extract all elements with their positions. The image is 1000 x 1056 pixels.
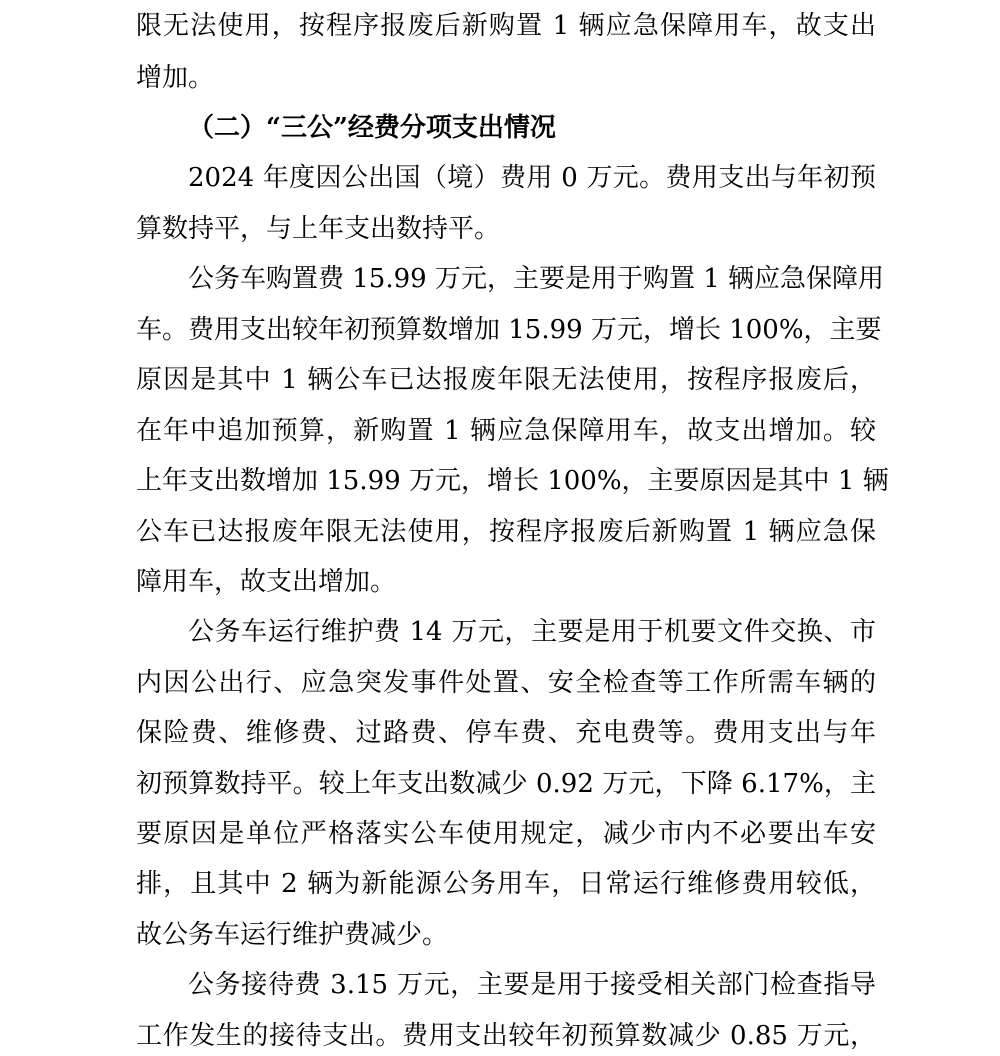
paragraph-line: 增加。	[136, 63, 215, 93]
paragraph-line: 公务车运行维护费 14 万元，主要是用于机要文件交换、市	[188, 617, 876, 647]
paragraph-line: 上年支出数增加 15.99 万元，增长 100%，主要原因是其中 1 辆	[136, 466, 889, 496]
paragraph-line: 公务接待费 3.15 万元，主要是用于接受相关部门检查指导	[188, 970, 876, 1000]
paragraph-line: 限无法使用，按程序报废后新购置 1 辆应急保障用车，故支出	[136, 11, 876, 41]
paragraph-line: 保险费、维修费、过路费、停车费、充电费等。费用支出与年	[136, 718, 876, 748]
paragraph-line: 初预算数持平。较上年支出数减少 0.92 万元，下降 6.17%，主	[136, 769, 876, 799]
paragraph-line: 排，且其中 2 辆为新能源公务用车，日常运行维修费用较低，	[136, 869, 876, 899]
paragraph-line: 公车已达报废年限无法使用，按程序报废后新购置 1 辆应急保	[136, 517, 876, 547]
paragraph-line: 内因公出行、应急突发事件处置、安全检查等工作所需车辆的	[136, 668, 876, 698]
paragraph-line: 在年中追加预算，新购置 1 辆应急保障用车，故支出增加。较	[136, 416, 876, 446]
paragraph-line: 故公务车运行维护费减少。	[136, 920, 449, 950]
paragraph-line: 要原因是单位严格落实公车使用规定，减少市内不必要出车安	[136, 819, 876, 849]
paragraph-line: 障用车，故支出增加。	[136, 567, 397, 597]
paragraph-line: 原因是其中 1 辆公车已达报废年限无法使用，按程序报废后，	[136, 365, 876, 395]
paragraph-line: 车。费用支出较年初预算数增加 15.99 万元，增长 100%，主要	[136, 315, 882, 345]
paragraph-line: 工作发生的接待支出。费用支出较年初预算数减少 0.85 万元，	[136, 1021, 876, 1051]
section-heading: （二）“三公”经费分项支出情况	[188, 113, 556, 143]
paragraph-line: 2024 年度因公出国（境）费用 0 万元。费用支出与年初预	[188, 163, 876, 193]
paragraph-line: 公务车购置费 15.99 万元，主要是用于购置 1 辆应急保障用	[188, 264, 885, 294]
paragraph-line: 算数持平，与上年支出数持平。	[136, 214, 501, 244]
